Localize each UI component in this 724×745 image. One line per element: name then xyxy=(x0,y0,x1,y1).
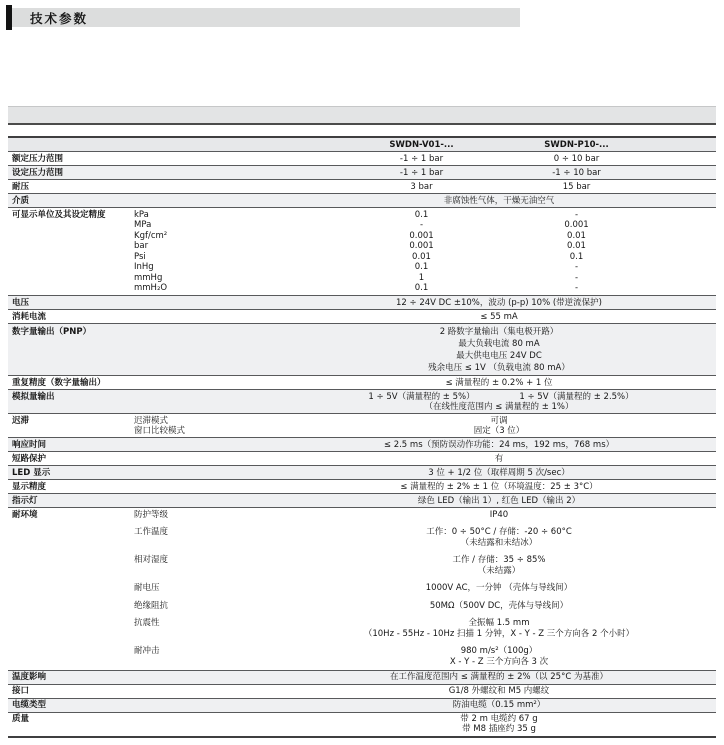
cell-value-line: 带 M8 插座约 35 g xyxy=(462,724,536,734)
row-label: 质量 xyxy=(12,714,30,724)
row-digital-output xyxy=(8,324,716,376)
cell-value: - xyxy=(574,209,579,220)
sub-label: 窗口比较模式 xyxy=(134,425,186,436)
cell-value: 有 xyxy=(494,453,504,464)
row-label: 显示精度 xyxy=(12,481,47,492)
sub-label: 工作温度 xyxy=(134,527,169,537)
cell-value-line: （未结露） xyxy=(477,565,521,576)
cell-value: ≤ 2.5 ms（预防误动作功能：24 ms，192 ms，768 ms） xyxy=(383,439,615,450)
unit-row xyxy=(134,262,716,273)
cell-value: 0 ÷ 10 bar xyxy=(553,153,600,164)
row-analog-output xyxy=(8,390,716,414)
row-label: 设定压力范围 xyxy=(12,167,64,178)
cell-value-line: X - Y - Z 三个方向各 3 次 xyxy=(449,656,549,667)
cell-value: 0.1 xyxy=(414,209,429,220)
unit-row xyxy=(134,241,716,252)
env-item-relative-humidity xyxy=(134,555,716,576)
cell-value: ≤ 满量程的 ± 0.2% + 1 位 xyxy=(445,377,553,388)
unit-name: mmHg xyxy=(134,272,163,283)
env-item-vibration-resistance xyxy=(134,618,716,639)
row-label: 温度影响 xyxy=(12,672,47,682)
cell-value: -1 ÷ 10 bar xyxy=(552,167,601,178)
env-item-protection-class xyxy=(134,510,716,521)
cell-value: -1 ÷ 1 bar xyxy=(399,153,444,164)
cell-value: 0.01 xyxy=(567,230,586,241)
cell-value-line: 工作 / 存储：35 ÷ 85% xyxy=(452,555,546,565)
row-port xyxy=(8,685,716,699)
unit-row xyxy=(134,283,716,294)
cell-note: （在线性度范围内 ≤ 满量程的 ± 1%） xyxy=(424,401,574,412)
env-item-shock-resistance xyxy=(134,646,716,667)
cell-value: 12 ÷ 24V DC ±10%，波动 (p-p) 10% (带逆流保护) xyxy=(396,297,602,308)
table-header-row xyxy=(8,138,716,152)
cell-value: 0.1 xyxy=(414,283,429,293)
row-label: 耐环境 xyxy=(12,509,38,520)
unit-row xyxy=(134,273,716,284)
row-label: 可显示单位及其设定精度 xyxy=(12,209,106,220)
cell-value: -1 ÷ 1 bar xyxy=(399,167,444,178)
sub-label: 耐冲击 xyxy=(134,646,160,656)
sub-label: 耐电压 xyxy=(134,583,160,593)
cell-value: 在工作温度范围内 ≤ 满量程的 ± 2%（以 25°C 为基准） xyxy=(390,672,608,682)
sub-label: 防护等级 xyxy=(134,509,169,520)
env-item-working-temperature xyxy=(134,527,716,548)
row-label: 指示灯 xyxy=(12,495,38,506)
cell-value: ≤ 满量程的 ± 2% ± 1 位（环境温度：25 ± 3°C） xyxy=(400,481,598,492)
spec-table xyxy=(8,136,716,738)
cell-value: - xyxy=(574,272,579,283)
row-label: 重复精度（数字量输出） xyxy=(12,377,106,388)
cell-value: 1 ÷ 5V（满量程的 ± 5%） xyxy=(368,391,475,402)
cell-value: 1 xyxy=(418,272,425,283)
cell-value-line: 最大负载电流 80 mA xyxy=(458,338,540,349)
cell-value-line: 2 路数字量输出（集电极开路） xyxy=(439,326,559,337)
row-label: 耐压 xyxy=(12,181,30,192)
cell-value: IP40 xyxy=(489,509,509,520)
empty-header-band xyxy=(8,106,716,125)
row-current-consumption xyxy=(8,310,716,324)
unit-name: InHg xyxy=(134,262,154,272)
row-medium xyxy=(8,194,716,208)
col-header-p10: SWDN-P10-... xyxy=(544,139,609,150)
cell-value: 3 bar xyxy=(410,181,433,192)
row-label: 介质 xyxy=(12,195,30,206)
row-label: 模拟量输出 xyxy=(12,391,55,402)
page-title: 技术参数 xyxy=(30,10,89,26)
unit-name: Kgf/cm² xyxy=(134,230,168,241)
cell-value-line: （10Hz - 55Hz - 10Hz 扫描 1 分钟，X - Y - Z 三个方向各 2 个小时） xyxy=(363,628,635,639)
cell-value: 3 位 + 1/2 位（取样周期 5 次/sec） xyxy=(428,467,570,478)
cell-value: 50MΩ（500V DC，壳体与导线间） xyxy=(429,600,569,611)
row-label: 电缆类型 xyxy=(12,700,47,710)
row-supply-voltage xyxy=(8,296,716,310)
section-title-bar xyxy=(12,8,520,27)
row-label: 额定压力范围 xyxy=(12,153,64,164)
row-proof-pressure xyxy=(8,180,716,194)
env-item-insulation-resistance xyxy=(134,601,716,612)
unit-name: bar xyxy=(134,241,149,251)
row-short-circuit-protection xyxy=(8,452,716,466)
row-set-pressure-range xyxy=(8,166,716,180)
row-indicator-lights xyxy=(8,494,716,508)
row-display-accuracy xyxy=(8,480,716,494)
cell-value: 1 ÷ 5V（满量程的 ± 2.5%） xyxy=(519,391,634,402)
cell-value: - xyxy=(574,262,579,272)
cell-value: 非腐蚀性气体，干燥无油空气 xyxy=(443,195,555,206)
row-display-units xyxy=(8,208,716,296)
cell-value-line: 980 m/s²（100g） xyxy=(460,646,538,656)
cell-value: G1/8 外螺纹和 M5 内螺纹 xyxy=(448,686,550,696)
cell-value: ≤ 55 mA xyxy=(480,311,518,322)
cell-value: 防油电缆（0.15 mm²） xyxy=(452,700,546,710)
unit-name: Psi xyxy=(134,251,146,262)
env-item-withstand-voltage xyxy=(134,583,716,594)
cell-value: 0.01 xyxy=(412,251,431,262)
row-response-time xyxy=(8,438,716,452)
cell-value: 0.001 xyxy=(409,241,434,251)
row-label: 电压 xyxy=(12,297,30,308)
cell-value: 15 bar xyxy=(562,181,591,192)
cell-value-line: 最大供电电压 24V DC xyxy=(456,350,542,361)
row-label: 接口 xyxy=(12,686,30,696)
unit-name: kPa xyxy=(134,209,149,220)
row-label: 响应时间 xyxy=(12,439,47,450)
row-label: 消耗电流 xyxy=(12,311,47,322)
cell-value: - xyxy=(574,283,579,293)
sub-label: 绝缘阻抗 xyxy=(134,600,169,611)
row-led-display xyxy=(8,466,716,480)
cell-value: 0.001 xyxy=(409,230,434,241)
row-environment xyxy=(8,508,716,671)
cell-value: 可调 xyxy=(490,415,508,426)
cell-value: 绿色 LED（输出 1）, 红色 LED（输出 2） xyxy=(417,495,581,506)
unit-row xyxy=(134,220,716,231)
unit-name: mmH₂O xyxy=(134,283,168,293)
row-label: 数字量输出（PNP） xyxy=(12,326,92,337)
row-repeatability xyxy=(8,376,716,390)
cell-value: 0.01 xyxy=(567,241,586,251)
sub-label: 抗震性 xyxy=(134,618,160,628)
row-label: 短路保护 xyxy=(12,453,47,464)
cell-value-line: 全振幅 1.5 mm xyxy=(468,618,530,628)
col-header-v01: SWDN-V01-... xyxy=(389,139,454,150)
sub-label: 相对湿度 xyxy=(134,555,169,565)
sub-label: 迟滞模式 xyxy=(134,415,169,426)
cell-value-line: 带 2 m 电缆约 67 g xyxy=(460,714,538,724)
row-label: 迟滞 xyxy=(12,415,30,426)
cell-value: 0.1 xyxy=(414,262,429,272)
row-temperature-influence xyxy=(8,671,716,685)
cell-value: 0.001 xyxy=(564,220,589,230)
row-hysteresis xyxy=(8,414,716,438)
cell-value-line: 残余电压 ≤ 1V （负载电流 80 mA） xyxy=(428,362,570,373)
cell-value: - xyxy=(419,220,424,230)
row-mass xyxy=(8,713,716,738)
unit-row xyxy=(134,252,716,263)
unit-name: MPa xyxy=(134,220,152,230)
unit-row xyxy=(134,231,716,242)
unit-row xyxy=(134,210,716,221)
row-rated-pressure-range xyxy=(8,152,716,166)
cell-value: 0.1 xyxy=(569,251,584,262)
row-label: LED 显示 xyxy=(12,467,51,478)
cell-value: 1000V AC，一分钟 （壳体与导线间） xyxy=(425,583,573,593)
cell-value: 固定（3 位） xyxy=(473,425,525,436)
row-cable-type xyxy=(8,699,716,713)
cell-value-line: 工作：0 ÷ 50°C / 存储：-20 ÷ 60°C xyxy=(426,527,572,537)
cell-value-line: （未结露和未结冰） xyxy=(460,537,538,548)
